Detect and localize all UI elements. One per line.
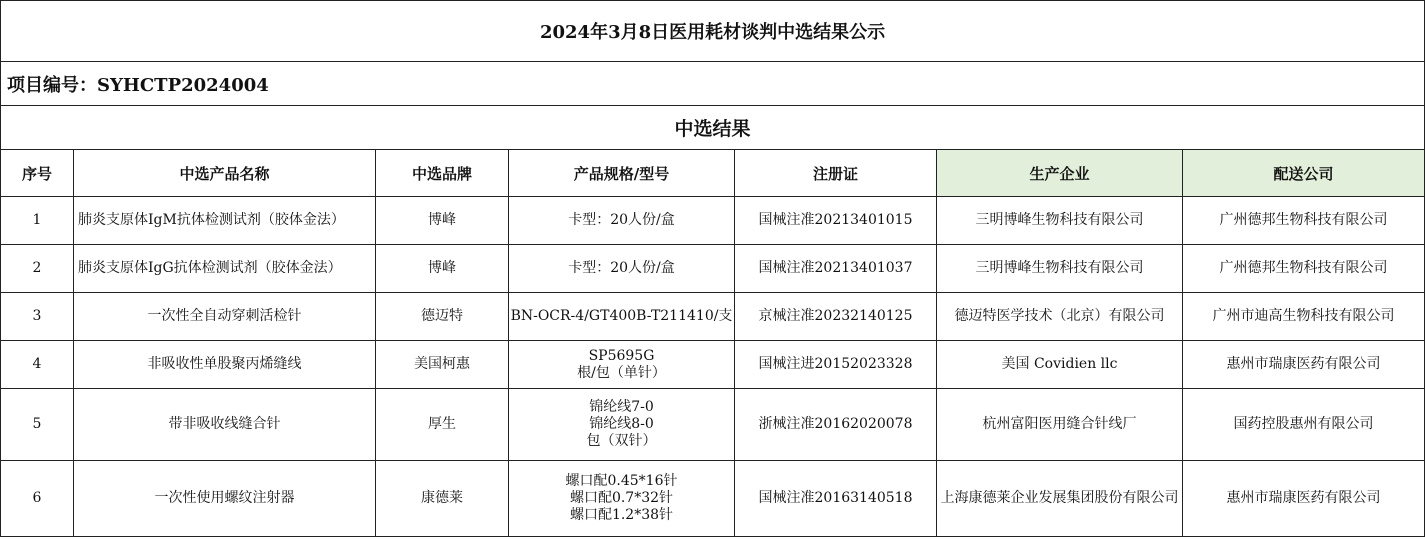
- cell-manufacturer: 美国 Covidien llc: [937, 341, 1183, 389]
- header-spec: 产品规格/型号: [509, 150, 735, 197]
- spec-line: 螺口配1.2*38针: [569, 507, 674, 523]
- spec-line: 根/包（单针）: [577, 364, 666, 381]
- cell-spec: BN-OCR-4/GT400B-T211410/支: [509, 293, 735, 341]
- cell-distributor: 广州市迪高生物科技有限公司: [1183, 293, 1425, 341]
- cell-spec: 卡型：20人份/盒: [509, 197, 735, 245]
- cell-registration: 国械注准20213401015: [735, 197, 937, 245]
- header-distributor: 配送公司: [1183, 150, 1425, 197]
- cell-manufacturer: 三明博峰生物科技有限公司: [937, 197, 1183, 245]
- cell-product-name: 一次性全自动穿刺活检针: [74, 293, 376, 341]
- cell-brand: 美国柯惠: [376, 341, 509, 389]
- header-manufacturer: 生产企业: [937, 150, 1183, 197]
- spec-line: 螺口配0.45*16针: [565, 473, 678, 489]
- table-row: [1, 197, 1425, 245]
- cell-product-name: 肺炎支原体IgM抗体检测试剂（胶体金法）: [74, 197, 376, 245]
- cell-distributor: 惠州市瑞康医药有限公司: [1183, 341, 1425, 389]
- header-no: 序号: [1, 150, 74, 197]
- cell-no: 3: [1, 293, 74, 341]
- project-number: 项目编号：SYHCTP2024004: [1, 62, 1425, 106]
- cell-distributor: 广州德邦生物科技有限公司: [1183, 197, 1425, 245]
- spec-line: 螺口配0.7*32针: [569, 490, 674, 506]
- cell-no: 2: [1, 245, 74, 293]
- cell-product-name: 一次性使用螺纹注射器: [74, 461, 376, 537]
- section-title: 中选结果: [1, 106, 1425, 150]
- page-title: 2024年3月8日医用耗材谈判中选结果公示: [1, 1, 1425, 62]
- cell-no: 4: [1, 341, 74, 389]
- cell-brand: 博峰: [376, 245, 509, 293]
- cell-no: 6: [1, 461, 74, 537]
- cell-brand: 德迈特: [376, 293, 509, 341]
- cell-no: 1: [1, 197, 74, 245]
- cell-spec: 卡型：20人份/盒: [509, 245, 735, 293]
- cell-brand: 博峰: [376, 197, 509, 245]
- spec-line: 锦纶线8-0: [589, 416, 654, 432]
- table-row: [1, 389, 1425, 461]
- cell-brand: 康德莱: [376, 461, 509, 537]
- cell-manufacturer: 上海康德莱企业发展集团股份有限公司: [937, 461, 1183, 537]
- cell-manufacturer: 德迈特医学技术（北京）有限公司: [937, 293, 1183, 341]
- table-row: [1, 293, 1425, 341]
- table-row: [1, 461, 1425, 537]
- table-row: [1, 341, 1425, 389]
- cell-spec: [509, 341, 735, 389]
- cell-no: 5: [1, 389, 74, 461]
- cell-distributor: 广州德邦生物科技有限公司: [1183, 245, 1425, 293]
- cell-product-name: 带非吸收线缝合针: [74, 389, 376, 461]
- cell-registration: 浙械注准20162020078: [735, 389, 937, 461]
- header-row: [1, 150, 1425, 197]
- table-row: [1, 245, 1425, 293]
- cell-manufacturer: 杭州富阳医用缝合针线厂: [937, 389, 1183, 461]
- cell-distributor: 国药控股惠州有限公司: [1183, 389, 1425, 461]
- header-product-name: 中选产品名称: [74, 150, 376, 197]
- cell-product-name: 肺炎支原体IgG抗体检测试剂（胶体金法）: [74, 245, 376, 293]
- cell-registration: 京械注准20232140125: [735, 293, 937, 341]
- cell-registration: 国械注准20163140518: [735, 461, 937, 537]
- cell-manufacturer: 三明博峰生物科技有限公司: [937, 245, 1183, 293]
- cell-spec: [509, 461, 735, 537]
- spec-line: 锦纶线7-0: [589, 399, 654, 415]
- cell-registration: 国械注准20213401037: [735, 245, 937, 293]
- cell-brand: 厚生: [376, 389, 509, 461]
- cell-spec: [509, 389, 735, 461]
- spec-line: 包（双针）: [586, 433, 657, 449]
- cell-registration: 国械注进20152023328: [735, 341, 937, 389]
- cell-product-name: 非吸收性单股聚丙烯缝线: [74, 341, 376, 389]
- header-brand: 中选品牌: [376, 150, 509, 197]
- cell-distributor: 惠州市瑞康医药有限公司: [1183, 461, 1425, 537]
- header-registration: 注册证: [735, 150, 937, 197]
- spec-line: SP5695G: [588, 347, 655, 364]
